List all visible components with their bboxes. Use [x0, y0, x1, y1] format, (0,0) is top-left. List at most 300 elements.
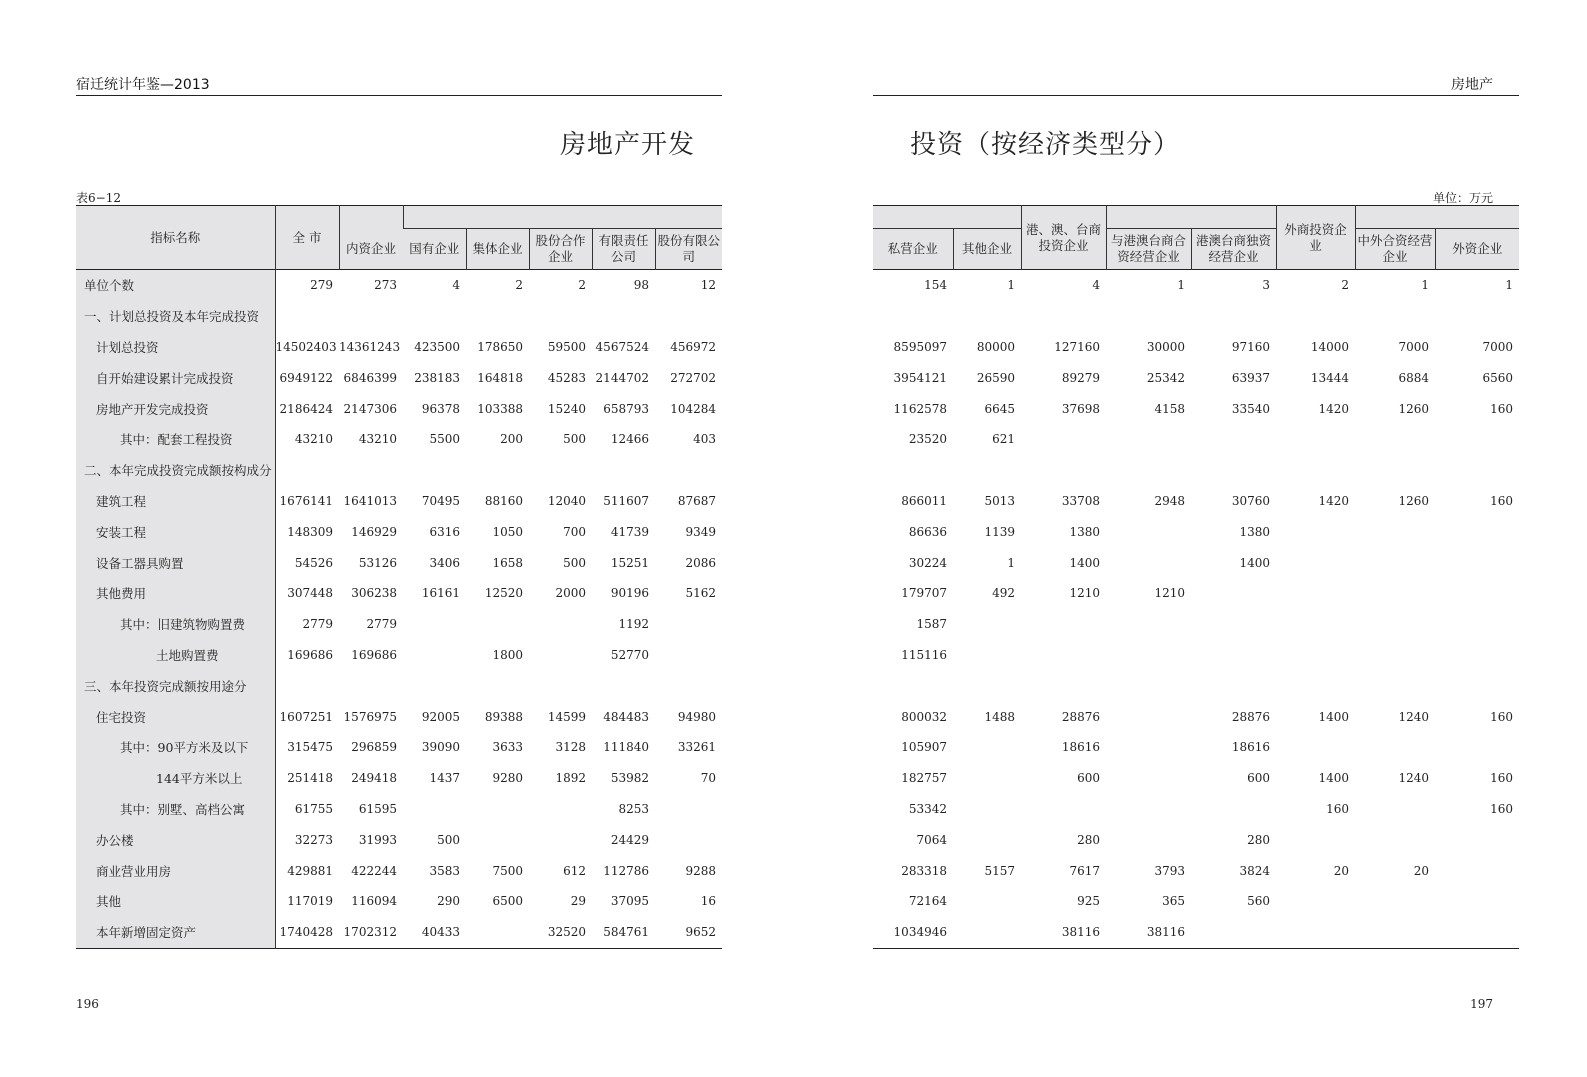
table-cell: 1400 [1239, 555, 1270, 570]
table-cell: 7000 [1398, 339, 1429, 354]
table-cell [1106, 794, 1191, 825]
row-label: 办公楼 [76, 824, 275, 855]
table-cell: 53982 [610, 771, 649, 786]
table-cell: 612 [563, 863, 586, 878]
table-cell: 2147306 [343, 401, 397, 416]
table-cell [873, 455, 953, 486]
table-cell: 238183 [414, 370, 460, 385]
table-cell: 8595097 [893, 339, 947, 354]
table-cell: 104284 [670, 401, 717, 416]
table-number: 表6−12 [76, 191, 121, 205]
table-cell [403, 640, 466, 671]
column-header-foreign-owned: 外资企业 [1435, 229, 1519, 270]
table-cell: 89388 [484, 709, 523, 724]
column-group-domestic [403, 206, 722, 229]
table-cell: 14502403 [275, 339, 337, 354]
column-header-domestic: 内资企业 [339, 206, 403, 270]
table-cell: 98 [633, 278, 649, 293]
table-cell: 1658 [492, 555, 523, 570]
table-cell: 146929 [351, 524, 397, 539]
table-cell: 296859 [351, 740, 397, 755]
table-cell: 1641013 [343, 493, 397, 508]
table-row [76, 270, 722, 301]
table-cell: 20 [1333, 863, 1349, 878]
page-number-right: 197 [1470, 997, 1493, 1011]
table-cell [1191, 640, 1276, 671]
table-cell: 1380 [1069, 524, 1100, 539]
table-cell: 29 [570, 894, 586, 909]
column-header-sub: 国有企业 [409, 241, 460, 256]
table-row [873, 732, 1519, 763]
table-row [76, 794, 722, 825]
table-cell [529, 301, 592, 332]
table-cell: 621 [992, 432, 1015, 447]
table-cell [655, 794, 722, 825]
table-cell: 1587 [916, 617, 947, 632]
table-cell [1106, 516, 1191, 547]
table-row [873, 301, 1519, 332]
table-cell [529, 640, 592, 671]
table-cell: 30760 [1231, 493, 1270, 508]
table-cell: 1 [1421, 278, 1429, 293]
table-row [76, 332, 722, 363]
table-row [76, 640, 722, 671]
table-cell: 25342 [1146, 370, 1185, 385]
column-group-hmt [1106, 206, 1276, 229]
column-header-sub: 股份有限公司 [655, 229, 722, 270]
header-rule-right [873, 95, 1519, 96]
table-cell [1276, 301, 1355, 332]
table-cell: 3824 [1239, 863, 1270, 878]
table-cell: 16161 [421, 586, 460, 601]
table-cell: 290 [437, 894, 460, 909]
table-cell: 1702312 [343, 925, 397, 940]
table-cell: 9280 [492, 771, 523, 786]
table-cell [403, 301, 466, 332]
table-cell: 38116 [1061, 925, 1100, 940]
table-cell [466, 917, 529, 948]
table-cell: 160 [1490, 493, 1513, 508]
table-cell: 1 [1007, 278, 1015, 293]
table-cell: 178650 [477, 339, 523, 354]
table-row [76, 824, 722, 855]
table-cell: 272702 [670, 370, 717, 385]
running-header-right: 房地产 [1451, 77, 1493, 93]
table-cell: 103388 [477, 401, 523, 416]
table-cell: 28876 [1061, 709, 1100, 724]
table-cell: 6846399 [343, 370, 397, 385]
table-cell: 14599 [547, 709, 586, 724]
table-cell: 13444 [1310, 370, 1349, 385]
table-cell: 87687 [677, 493, 717, 508]
row-label: 房地产开发完成投资 [76, 393, 275, 424]
table-cell: 1210 [1069, 586, 1100, 601]
table-cell: 111840 [603, 740, 649, 755]
table-cell [1435, 732, 1519, 763]
table-cell: 3583 [429, 863, 460, 878]
table-cell [1106, 609, 1191, 640]
table-cell [1355, 455, 1435, 486]
table-cell: 560 [1247, 894, 1270, 909]
table-cell: 88160 [484, 493, 523, 508]
table-cell: 154 [924, 278, 947, 293]
table-cell: 403 [693, 432, 717, 447]
table-cell: 105907 [901, 740, 947, 755]
table-cell: 12466 [610, 432, 649, 447]
table-row [873, 332, 1519, 363]
table-cell [1276, 732, 1355, 763]
table-cell: 500 [563, 555, 586, 570]
table-cell: 33708 [1061, 493, 1100, 508]
table-cell: 30000 [1146, 339, 1185, 354]
table-cell: 2 [578, 278, 586, 293]
table-cell [953, 732, 1021, 763]
table-row [76, 578, 722, 609]
table-cell: 925 [1077, 894, 1100, 909]
table-cell: 307448 [287, 586, 333, 601]
table-cell: 658793 [603, 401, 649, 416]
table-cell [655, 301, 722, 332]
table-cell [1276, 547, 1355, 578]
table-cell: 456972 [670, 339, 717, 354]
table-cell [1435, 670, 1519, 701]
table-cell: 200 [500, 432, 523, 447]
table-cell [466, 824, 529, 855]
table-cell: 43210 [294, 432, 333, 447]
row-label: 二、本年完成投资完成额按构成分 [76, 455, 275, 486]
row-label: 其中：90平方米及以下 [76, 732, 275, 763]
table-cell: 53342 [908, 801, 947, 816]
table-cell: 866011 [901, 493, 947, 508]
table-cell: 4 [1092, 278, 1100, 293]
table-cell: 33540 [1231, 401, 1270, 416]
table-cell: 1210 [1154, 586, 1185, 601]
table-cell: 182757 [901, 771, 947, 786]
table-cell: 7064 [916, 832, 947, 847]
table-cell [1276, 455, 1355, 486]
column-header-private: 私营企业 [887, 241, 938, 256]
table-cell: 6316 [429, 524, 460, 539]
table-row [76, 701, 722, 732]
table-cell [1355, 640, 1435, 671]
table-cell: 94980 [677, 709, 717, 724]
table-cell: 306238 [351, 586, 397, 601]
column-header-other: 其他企业 [953, 229, 1021, 270]
table-cell [1276, 609, 1355, 640]
table-cell: 315475 [287, 740, 333, 755]
table-cell: 160 [1490, 771, 1513, 786]
table-cell: 4158 [1154, 401, 1185, 416]
table-cell [275, 301, 339, 332]
table-cell [1355, 301, 1435, 332]
column-header-hmt: 港、澳、台商投资企业 [1021, 206, 1106, 270]
table-cell: 160 [1490, 709, 1513, 724]
table-row [873, 424, 1519, 455]
table-cell: 3128 [555, 740, 586, 755]
table-cell: 2 [515, 278, 523, 293]
table-cell: 28876 [1231, 709, 1270, 724]
table-cell: 600 [1077, 771, 1100, 786]
running-header-left: 宿迁统计年鉴—2013 [76, 77, 210, 93]
table-cell: 8253 [618, 801, 649, 816]
row-label: 一、计划总投资及本年完成投资 [76, 301, 275, 332]
table-cell: 92005 [421, 709, 460, 724]
table-cell [1435, 609, 1519, 640]
table-cell [529, 670, 592, 701]
table-cell: 7617 [1069, 863, 1100, 878]
table-cell [1355, 547, 1435, 578]
row-label: 本年新增固定资产 [76, 917, 275, 948]
table-cell: 4567524 [595, 339, 649, 354]
table-cell [403, 794, 466, 825]
table-cell [1435, 640, 1519, 671]
table-cell: 6884 [1398, 370, 1429, 385]
table-cell [1435, 824, 1519, 855]
table-cell: 1488 [984, 709, 1015, 724]
table-cell [1191, 578, 1276, 609]
row-label: 建筑工程 [76, 486, 275, 517]
table-cell [1435, 301, 1519, 332]
table-cell [1021, 455, 1106, 486]
table-cell: 600 [1247, 771, 1270, 786]
table-cell [1191, 794, 1276, 825]
table-cell [1021, 609, 1106, 640]
table-cell: 1420 [1318, 493, 1349, 508]
table-left [76, 205, 722, 949]
table-row [76, 455, 722, 486]
table-cell: 249418 [351, 771, 397, 786]
table-row [873, 270, 1519, 301]
table-cell [339, 670, 403, 701]
column-header-hmt-sole: 港澳台商独资经营企业 [1191, 229, 1276, 270]
table-cell: 12520 [484, 586, 523, 601]
table-cell: 800032 [901, 709, 947, 724]
row-label: 计划总投资 [76, 332, 275, 363]
table-cell: 12 [700, 278, 717, 293]
table-row [873, 516, 1519, 547]
table-cell: 5013 [984, 493, 1015, 508]
table-cell: 1800 [492, 647, 523, 662]
table-row [873, 578, 1519, 609]
table-cell: 365 [1162, 894, 1185, 909]
table-cell: 2779 [302, 617, 333, 632]
row-label: 住宅投资 [76, 701, 275, 732]
table-cell: 116094 [351, 894, 397, 909]
table-cell: 1576975 [343, 709, 397, 724]
table-row [873, 794, 1519, 825]
table-cell: 16 [700, 894, 717, 909]
table-cell: 511607 [603, 493, 649, 508]
table-cell [339, 301, 403, 332]
row-label: 其他费用 [76, 578, 275, 609]
table-row [873, 701, 1519, 732]
table-cell: 96378 [421, 401, 460, 416]
table-cell: 5157 [984, 863, 1015, 878]
table-cell: 169686 [351, 647, 397, 662]
table-cell: 37095 [610, 894, 649, 909]
table-cell: 70495 [421, 493, 460, 508]
table-cell: 59500 [547, 339, 586, 354]
table-cell: 500 [437, 832, 460, 847]
table-cell [1021, 424, 1106, 455]
table-cell [953, 301, 1021, 332]
table-row [873, 362, 1519, 393]
table-cell [1435, 547, 1519, 578]
table-cell: 179707 [901, 586, 947, 601]
table-cell: 1192 [618, 617, 649, 632]
table-cell [1106, 424, 1191, 455]
row-label: 土地购置费 [76, 640, 275, 671]
table-cell: 584761 [603, 925, 649, 940]
table-cell [1021, 794, 1106, 825]
table-cell: 5500 [429, 432, 460, 447]
table-cell: 6645 [984, 401, 1015, 416]
table-cell [1355, 794, 1435, 825]
table-row [873, 609, 1519, 640]
table-cell: 43210 [358, 432, 397, 447]
row-label: 自开始建设累计完成投资 [76, 362, 275, 393]
table-cell [1355, 886, 1435, 917]
table-cell [466, 301, 529, 332]
table-cell: 3406 [429, 555, 460, 570]
table-cell [529, 455, 592, 486]
column-group-foreign [1355, 206, 1519, 229]
table-cell: 6949122 [279, 370, 333, 385]
table-cell [1276, 640, 1355, 671]
table-cell: 7500 [492, 863, 523, 878]
table-cell [1106, 301, 1191, 332]
table-cell: 3793 [1154, 863, 1185, 878]
table-cell: 1 [1505, 278, 1513, 293]
table-cell: 280 [1247, 832, 1270, 847]
table-cell: 90196 [610, 586, 649, 601]
table-cell [1021, 640, 1106, 671]
table-cell [466, 670, 529, 701]
table-row [76, 393, 722, 424]
table-row [76, 362, 722, 393]
table-cell [592, 301, 655, 332]
column-header-sub: 有限责任公司 [592, 229, 655, 270]
table-cell: 39090 [421, 740, 460, 755]
table-cell [1276, 824, 1355, 855]
column-group-private [873, 206, 1021, 229]
table-left-panel [76, 205, 722, 949]
table-cell: 32520 [547, 925, 586, 940]
table-row [76, 424, 722, 455]
table-row [873, 886, 1519, 917]
table-cell [953, 609, 1021, 640]
table-cell: 18616 [1231, 740, 1270, 755]
table-cell [655, 824, 722, 855]
table-cell [1021, 670, 1106, 701]
table-cell [529, 794, 592, 825]
table-cell: 4 [452, 278, 460, 293]
table-right-panel [873, 205, 1519, 949]
table-cell [1355, 516, 1435, 547]
table-right [873, 205, 1519, 949]
table-cell: 9652 [685, 925, 717, 940]
table-cell: 1420 [1318, 401, 1349, 416]
table-cell: 53126 [358, 555, 397, 570]
table-cell: 127160 [1054, 339, 1100, 354]
table-cell [1435, 455, 1519, 486]
table-cell: 1240 [1398, 709, 1429, 724]
table-cell [1276, 424, 1355, 455]
table-cell [1276, 670, 1355, 701]
table-cell [1276, 516, 1355, 547]
table-cell [1355, 824, 1435, 855]
table-cell [466, 794, 529, 825]
row-label: 三、本年投资完成额按用途分 [76, 670, 275, 701]
table-cell: 1 [1007, 555, 1015, 570]
table-cell [1276, 917, 1355, 948]
table-cell: 1400 [1318, 771, 1349, 786]
header-rule-left [76, 95, 722, 96]
table-cell: 2000 [555, 586, 586, 601]
table-cell: 30224 [908, 555, 947, 570]
table-cell: 148309 [287, 524, 333, 539]
row-label: 安装工程 [76, 516, 275, 547]
table-cell: 1050 [492, 524, 523, 539]
table-row [873, 670, 1519, 701]
table-cell [529, 609, 592, 640]
table-cell [466, 455, 529, 486]
table-cell [529, 824, 592, 855]
row-label: 其中：配套工程投资 [76, 424, 275, 455]
table-cell [1435, 855, 1519, 886]
table-row [873, 855, 1519, 886]
table-cell [1355, 424, 1435, 455]
table-cell [1191, 917, 1276, 948]
table-cell: 9288 [685, 863, 717, 878]
table-cell [1435, 578, 1519, 609]
table-cell: 63937 [1231, 370, 1270, 385]
unit-label: 单位：万元 [1432, 191, 1493, 205]
table-cell: 423500 [414, 339, 460, 354]
table-cell: 251418 [287, 771, 333, 786]
table-cell [1355, 609, 1435, 640]
table-cell: 12040 [547, 493, 586, 508]
table-cell: 115116 [901, 647, 947, 662]
table-cell: 1139 [984, 524, 1015, 539]
table-cell: 160 [1490, 801, 1513, 816]
table-cell: 23520 [908, 432, 947, 447]
table-row [76, 886, 722, 917]
table-cell: 80000 [976, 339, 1015, 354]
table-cell: 1 [1177, 278, 1185, 293]
table-cell [592, 670, 655, 701]
table-cell: 1240 [1398, 771, 1429, 786]
table-cell: 2144702 [595, 370, 649, 385]
table-cell [1435, 516, 1519, 547]
table-cell: 1740428 [279, 925, 333, 940]
table-cell: 1437 [429, 771, 460, 786]
table-cell [1106, 547, 1191, 578]
table-cell: 31993 [358, 832, 397, 847]
column-header-hmt-jv: 与港澳台商合资经营企业 [1106, 229, 1191, 270]
table-cell: 6560 [1482, 370, 1513, 385]
table-cell: 26590 [976, 370, 1015, 385]
page-title-left: 房地产开发 [559, 130, 695, 160]
table-cell: 33261 [677, 740, 717, 755]
table-cell [1276, 578, 1355, 609]
table-cell: 14361243 [339, 339, 401, 354]
table-cell: 2086 [685, 555, 717, 570]
table-cell [1276, 886, 1355, 917]
table-cell: 24429 [610, 832, 649, 847]
table-cell: 169686 [287, 647, 333, 662]
table-cell: 86636 [908, 524, 947, 539]
